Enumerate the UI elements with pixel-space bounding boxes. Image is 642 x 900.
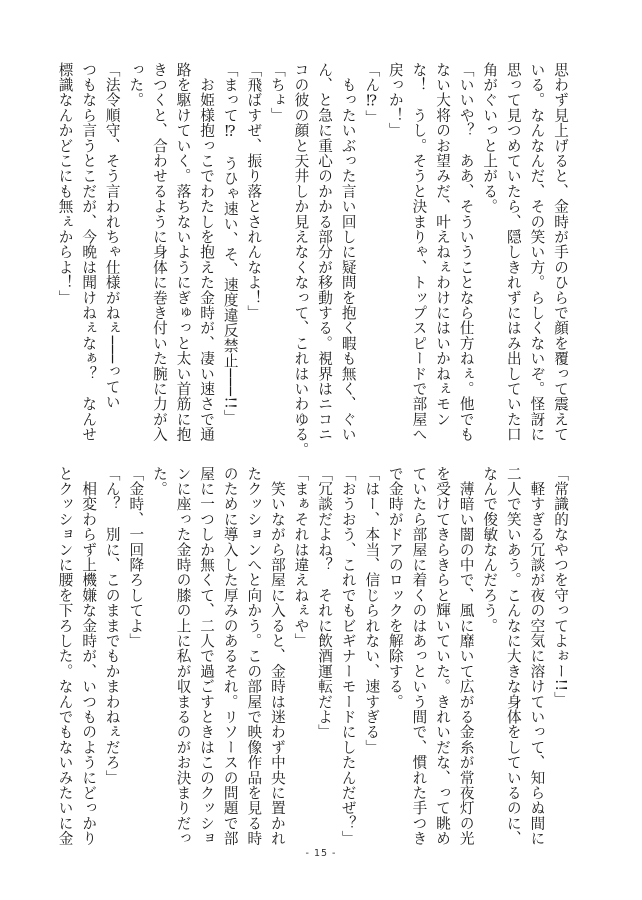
text-line: ンに座った金時の膝の上に私が収まるのがお決まりだっ — [174, 466, 192, 846]
text-line: なんで俊敏なんだろう。 — [481, 466, 499, 634]
text-line: 相変わらず上機嫌な金時が、いつものようにどっかり — [80, 466, 98, 846]
text-line: いる。なんなんだ、その笑い方。らしくないぞ。怪訝に — [528, 62, 546, 442]
text-line: 「まって⁉︎ うひゃ速い、そ、速度違反禁止───!!」 — [221, 62, 239, 425]
text-line: 路を駆けていく。落ちないようにぎゅっと太い首筋に抱 — [174, 62, 192, 442]
text-line: た。 — [150, 466, 168, 497]
lower-text-block — [56, 466, 572, 846]
text-line: 思わず見上げると、金時が手のひらで顔を覆って震えて — [552, 62, 569, 442]
text-line: ない大将のお望みだ、叶えねぇわけにはいかねぇモン — [434, 62, 452, 427]
text-line: 軽すぎる冗談が夜の空気に溶けていって、知らぬ間に — [528, 466, 546, 846]
text-line: 笑いながら部屋に入ると、金時は迷わず中央に置かれ — [268, 466, 286, 846]
text-line: のために導入した厚みのあるそれ。リソースの問題で部 — [221, 466, 239, 846]
text-line: ん、と急に重心のかかる部分が移動する。視界はニコニ — [316, 62, 334, 442]
text-line: 角がぐいっと上がる。 — [481, 62, 499, 214]
text-line: お姫様抱っこでわたしを抱えた金時が、凄い速さで通 — [198, 62, 216, 442]
text-line: 「法令順守、そう言われちゃ仕様がねぇ───ってい — [103, 62, 121, 410]
text-line: 薄暗い闇の中で、風に靡いて広がる金糸が常夜灯の光 — [457, 466, 475, 846]
text-line: きつくと、合わせるように身体に巻き付いた腕に力が入 — [150, 62, 168, 442]
text-line: 「冗談だよね？ それに飲酒運転だよ」 — [316, 466, 334, 740]
text-line: 「常識的なやつを守ってよぉー!!」 — [552, 466, 569, 707]
text-line: とクッションに腰を下ろした。なんでもないみたいに金 — [56, 466, 74, 846]
text-line: な！ うし。そうと決まりゃ、トップスピードで部屋へ — [410, 62, 428, 442]
text-line: で金時がドアのロックを解除する。 — [386, 466, 404, 710]
text-line: 標識なんかどこにも無ぇからよ！」 — [56, 62, 74, 306]
text-line: 「まぁそれは違えねぇや」 — [292, 466, 310, 649]
text-line: 戻っか！」 — [386, 62, 404, 138]
text-line: もったいぶった言い回しに疑問を抱く暇も無く、ぐい — [339, 62, 357, 442]
text-line: 「はー、本当、信じられない、速すぎる」 — [363, 466, 381, 755]
text-line: たクッションへと向かう。この部屋で映像作品を見る時 — [245, 466, 263, 846]
text-line: った。 — [127, 62, 145, 108]
text-line: 屋に一つしか無くて、二人で過ごすときはこのクッショ — [198, 466, 216, 846]
upper-text-block — [56, 62, 572, 458]
text-line: ていたら部屋に着くのはあっという間で、慣れた手つき — [410, 466, 428, 846]
text-line: 「いいや？ ああ、そういうことなら仕方ねぇ。他でも — [457, 62, 475, 442]
text-line: 「おうおう、これでもビギナーモードにしたんだぜ？」 — [339, 466, 357, 846]
page-number: - 15 - — [305, 848, 337, 859]
text-line: つもなら言うとこだが、今晩は聞けねぇなぁ？ なんせ — [80, 62, 98, 442]
text-line: 「ん？ 別に、このままでもかまわねぇだろ」 — [103, 466, 121, 786]
text-line: 思って見つめていたら、隠しきれずにはみ出していた口 — [504, 62, 522, 442]
text-line: 二人で笑いあう。こんなに大きな身体をしているのに、 — [504, 466, 522, 846]
text-line: 「ちょ」 — [268, 62, 286, 123]
text-line: コの彼の顔と天井しか見えなくなって、これはいわゆる。 — [292, 62, 310, 458]
text-line: 「ん⁉︎」 — [363, 62, 381, 126]
text-line: を受けてきらきらと輝いていた。きれいだな、って眺め — [434, 466, 452, 846]
text-line: 「飛ばすぜ、振り落とされんなよ！」 — [245, 62, 263, 321]
text-line: 「金時、一回降ろしてよ」 — [127, 466, 145, 649]
